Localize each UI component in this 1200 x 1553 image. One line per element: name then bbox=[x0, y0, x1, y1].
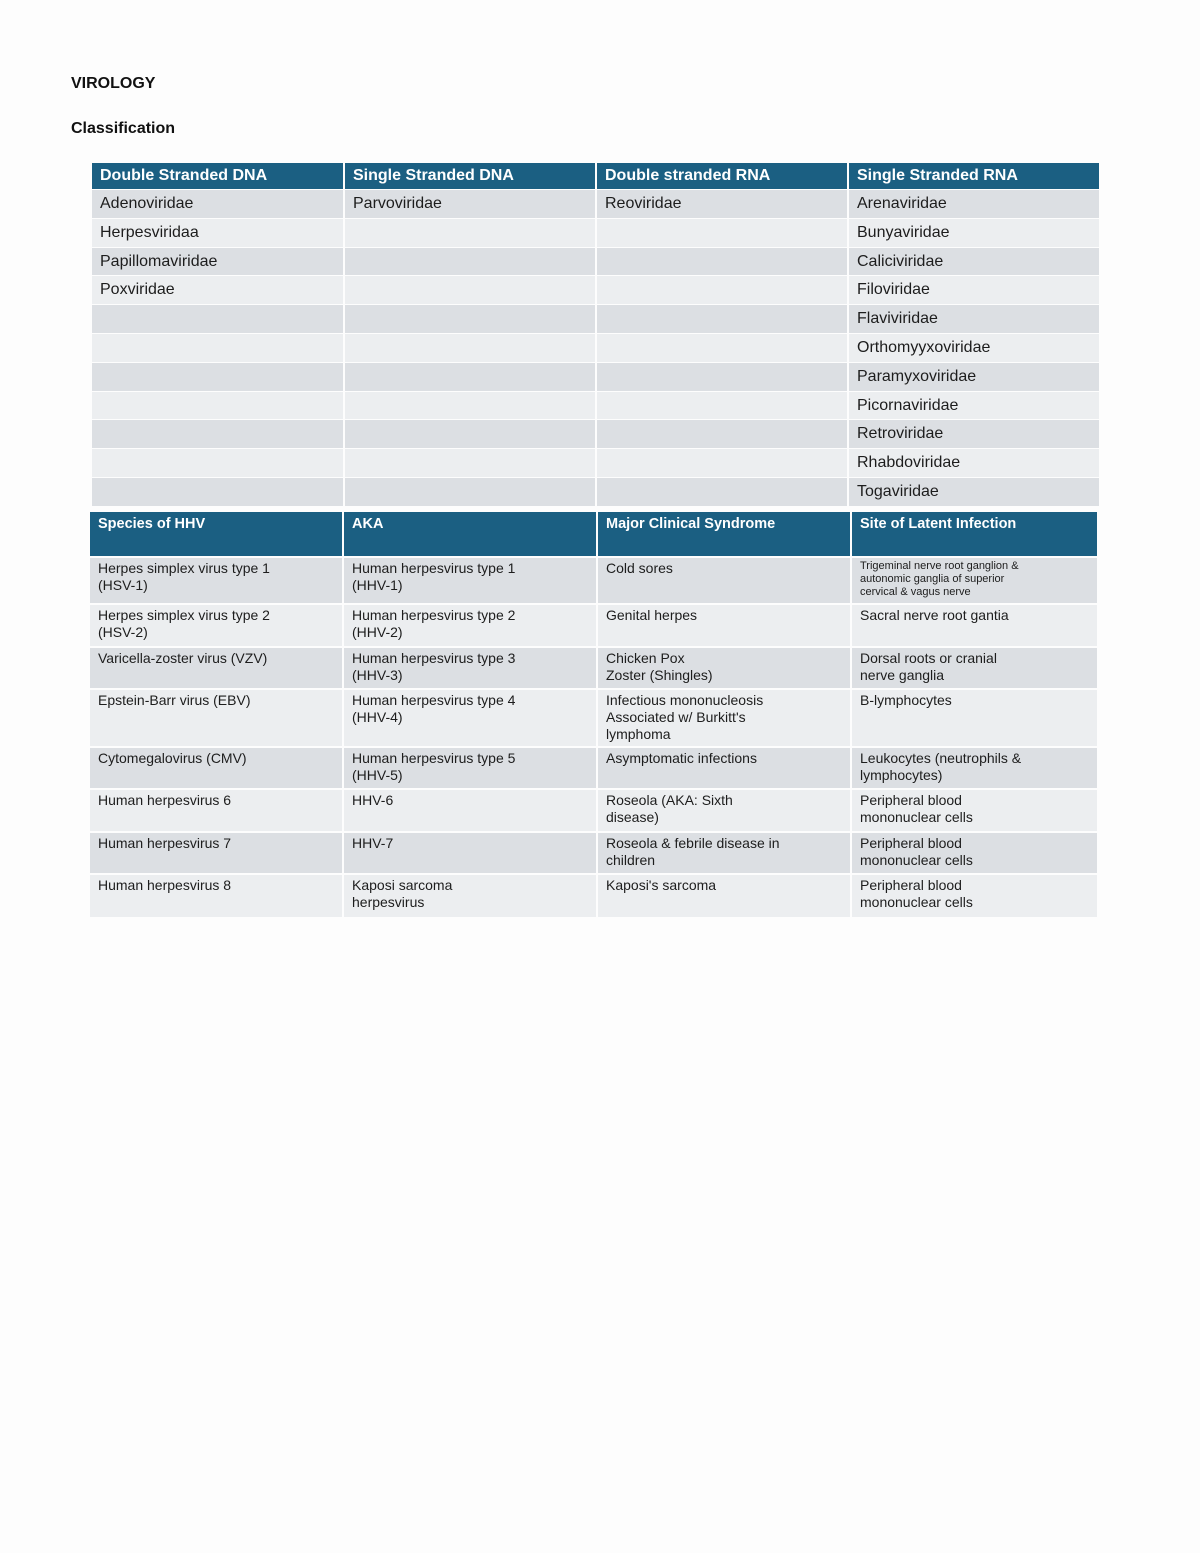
table-cell bbox=[596, 247, 848, 276]
table-cell bbox=[92, 305, 344, 334]
table-row bbox=[90, 604, 1097, 647]
table-cell: Peripheral blood mononuclear cells bbox=[851, 874, 1097, 917]
table-cell: Herpes simplex virus type 1 (HSV-1) bbox=[90, 557, 343, 604]
table-header-row bbox=[90, 512, 1097, 557]
table-cell bbox=[596, 218, 848, 247]
table-cell: Herpesviridaa bbox=[92, 218, 344, 247]
table-cell: Dorsal roots or cranial nerve ganglia bbox=[851, 647, 1097, 689]
table-cell: Kaposi's sarcoma bbox=[597, 874, 851, 917]
table-cell bbox=[344, 449, 596, 478]
column-header: AKA bbox=[343, 512, 597, 557]
table-cell bbox=[596, 420, 848, 449]
table-cell: Retroviridae bbox=[848, 420, 1099, 449]
table-cell: Rhabdoviridae bbox=[848, 449, 1099, 478]
table-cell: B-lymphocytes bbox=[851, 689, 1097, 747]
table-cell bbox=[596, 362, 848, 391]
table-cell: Asymptomatic infections bbox=[597, 747, 851, 789]
table-cell bbox=[92, 449, 344, 478]
table-row bbox=[92, 362, 1099, 391]
table-header-row bbox=[92, 163, 1099, 190]
table-cell bbox=[344, 333, 596, 362]
table-cell: Peripheral blood mononuclear cells bbox=[851, 789, 1097, 832]
table-cell bbox=[344, 305, 596, 334]
table-cell bbox=[344, 218, 596, 247]
table-cell: Human herpesvirus 7 bbox=[90, 832, 343, 874]
table-row bbox=[92, 218, 1099, 247]
table-row bbox=[92, 449, 1099, 478]
table-row bbox=[92, 333, 1099, 362]
table-cell: Caliciviridae bbox=[848, 247, 1099, 276]
table-row bbox=[90, 789, 1097, 832]
table-cell: Sacral nerve root gantia bbox=[851, 604, 1097, 647]
table-cell: Peripheral blood mononuclear cells bbox=[851, 832, 1097, 874]
table-cell: Trigeminal nerve root ganglion & autonomic ganglia of superior cervical & vagus nerve bbox=[851, 557, 1097, 604]
table-cell: Togaviridae bbox=[848, 477, 1099, 505]
table-cell: Varicella-zoster virus (VZV) bbox=[90, 647, 343, 689]
column-header: Single Stranded DNA bbox=[344, 163, 596, 190]
table-cell: Epstein-Barr virus (EBV) bbox=[90, 689, 343, 747]
hhv-table bbox=[90, 512, 1097, 917]
table-cell bbox=[344, 247, 596, 276]
table-row bbox=[90, 557, 1097, 604]
table-cell bbox=[596, 477, 848, 505]
table-cell: Infectious mononucleosis Associated w/ Burkitt's lymphoma bbox=[597, 689, 851, 747]
page-title: VIROLOGY bbox=[71, 75, 156, 92]
table-row bbox=[92, 391, 1099, 420]
table-row bbox=[92, 276, 1099, 305]
table-cell bbox=[596, 305, 848, 334]
table-row bbox=[90, 647, 1097, 689]
table-row bbox=[92, 247, 1099, 276]
table-cell: Cytomegalovirus (CMV) bbox=[90, 747, 343, 789]
table-cell: Kaposi sarcoma herpesvirus bbox=[343, 874, 597, 917]
table-cell bbox=[344, 362, 596, 391]
table-cell: Filoviridae bbox=[848, 276, 1099, 305]
column-header: Single Stranded RNA bbox=[848, 163, 1099, 190]
table-cell: Human herpesvirus type 2 (HHV-2) bbox=[343, 604, 597, 647]
table-cell: Human herpesvirus type 5 (HHV-5) bbox=[343, 747, 597, 789]
table-cell: Human herpesvirus 6 bbox=[90, 789, 343, 832]
table-cell: Papillomaviridae bbox=[92, 247, 344, 276]
table-cell: Human herpesvirus type 1 (HHV-1) bbox=[343, 557, 597, 604]
table-cell: Cold sores bbox=[597, 557, 851, 604]
table-row bbox=[92, 190, 1099, 219]
table-cell: Human herpesvirus type 4 (HHV-4) bbox=[343, 689, 597, 747]
table-cell bbox=[92, 362, 344, 391]
table-row bbox=[92, 477, 1099, 505]
classification-table bbox=[92, 163, 1099, 506]
table-cell: Herpes simplex virus type 2 (HSV-2) bbox=[90, 604, 343, 647]
table-cell: Chicken Pox Zoster (Shingles) bbox=[597, 647, 851, 689]
section-heading: Classification bbox=[71, 120, 176, 137]
table-cell: Roseola & febrile disease in children bbox=[597, 832, 851, 874]
table-cell bbox=[596, 276, 848, 305]
table-cell: Arenaviridae bbox=[848, 190, 1099, 219]
table-row bbox=[90, 832, 1097, 874]
table-cell bbox=[92, 391, 344, 420]
table-row bbox=[92, 305, 1099, 334]
table-cell: HHV-7 bbox=[343, 832, 597, 874]
column-header: Double stranded RNA bbox=[596, 163, 848, 190]
table-cell bbox=[596, 391, 848, 420]
table-cell bbox=[92, 333, 344, 362]
table-row bbox=[90, 874, 1097, 917]
table-cell bbox=[92, 420, 344, 449]
column-header: Major Clinical Syndrome bbox=[597, 512, 851, 557]
table-cell: Bunyaviridae bbox=[848, 218, 1099, 247]
table-cell: Picornaviridae bbox=[848, 391, 1099, 420]
table-cell bbox=[344, 477, 596, 505]
table-cell: Roseola (AKA: Sixth disease) bbox=[597, 789, 851, 832]
table-cell: Paramyxoviridae bbox=[848, 362, 1099, 391]
table-cell: Poxviridae bbox=[92, 276, 344, 305]
table-row bbox=[90, 747, 1097, 789]
column-header: Double Stranded DNA bbox=[92, 163, 344, 190]
table-cell: Flaviviridae bbox=[848, 305, 1099, 334]
table-row bbox=[92, 420, 1099, 449]
table-cell: Human herpesvirus 8 bbox=[90, 874, 343, 917]
table-cell: Adenoviridae bbox=[92, 190, 344, 219]
table-cell: HHV-6 bbox=[343, 789, 597, 832]
table-cell: Orthomyyxoviridae bbox=[848, 333, 1099, 362]
table-cell bbox=[596, 449, 848, 478]
table-cell: Reoviridae bbox=[596, 190, 848, 219]
table-cell bbox=[344, 420, 596, 449]
table-cell: Leukocytes (neutrophils & lymphocytes) bbox=[851, 747, 1097, 789]
column-header: Site of Latent Infection bbox=[851, 512, 1097, 557]
table-cell bbox=[344, 276, 596, 305]
table-cell bbox=[596, 333, 848, 362]
column-header: Species of HHV bbox=[90, 512, 343, 557]
table-row bbox=[90, 689, 1097, 747]
table-cell: Human herpesvirus type 3 (HHV-3) bbox=[343, 647, 597, 689]
table-cell bbox=[344, 391, 596, 420]
table-cell bbox=[92, 477, 344, 505]
table-cell: Parvoviridae bbox=[344, 190, 596, 219]
table-cell: Genital herpes bbox=[597, 604, 851, 647]
